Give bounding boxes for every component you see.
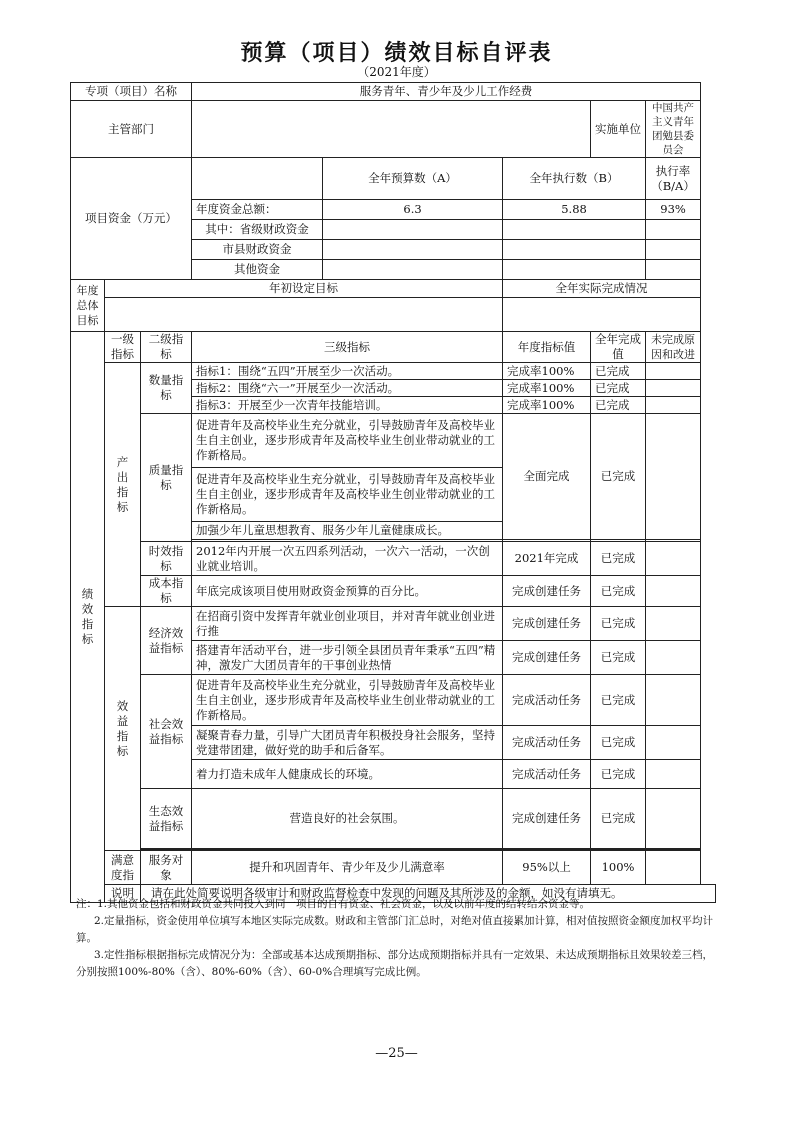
other-label: 其他资金 <box>192 260 323 280</box>
econ1: 在招商引资中发挥青年就业创业项目，并对青年就业创业进行推 <box>192 607 503 641</box>
remark-text: 请在此处简要说明各级审计和财政监督检查中发现的问题及其所涉及的金额，如没有请填无。 <box>141 885 716 903</box>
page-year: （2021年度） <box>357 65 436 79</box>
q1: 指标1：围绕“五四”开展至少一次活动。 <box>192 363 503 380</box>
satis-label: 满意度指 <box>105 851 141 885</box>
evaluation-table <box>70 82 716 903</box>
ql-actual: 已完成 <box>591 414 646 540</box>
empty-cell <box>646 542 701 576</box>
eco-label: 生态效益指标 <box>141 789 192 849</box>
lvl1-label: 一级指标 <box>105 332 141 363</box>
empty-cell <box>646 851 701 885</box>
benefit-label: 效益指标 <box>105 607 141 851</box>
empty-cell <box>646 726 701 760</box>
cost-target: 完成创建任务 <box>503 576 591 607</box>
satis1: 提升和巩固青年、青少年及少儿满意率 <box>192 851 503 885</box>
empty-cell <box>323 260 503 280</box>
time1: 2012年内开展一次五四系列活动，一次六一活动，一次创业就业培训。 <box>192 542 503 576</box>
page-number: —25— <box>375 1046 418 1061</box>
social-label: 社会效益指标 <box>141 675 192 789</box>
quantity-label: 数量指标 <box>141 363 192 414</box>
goal-actual-label: 全年实际完成情况 <box>503 280 701 298</box>
econ-label: 经济效益指标 <box>141 607 192 675</box>
ql1: 促进青年及高校毕业生充分就业，引导鼓励青年及高校毕业生自主创业，逐步形成青年及高校毕业生创业带动就业的工作新格局。 <box>192 414 503 468</box>
ql2: 促进青年及高校毕业生充分就业，引导鼓励青年及高校毕业生自主创业，逐步形成青年及高校毕业生创业带动就业的工作新格局。 <box>192 468 503 522</box>
cost1: 年底完成该项目使用财政资金预算的百分比。 <box>192 576 503 607</box>
total-exec: 5.88 <box>503 200 646 220</box>
cost-actual: 已完成 <box>591 576 646 607</box>
lvl3-label: 三级指标 <box>192 332 503 363</box>
econ1-actual: 已完成 <box>591 607 646 641</box>
actual-label: 全年完成值 <box>591 332 646 363</box>
satis1-actual: 100% <box>591 851 646 885</box>
q3-actual: 已完成 <box>591 397 646 414</box>
goal-label: 年度总体目标 <box>71 280 105 332</box>
eco1-actual: 已完成 <box>591 789 646 849</box>
note-3: 3.定性指标根据指标完成情况分为：全部或基本达成预期指标、部分达成预期指标并具有一定效果、未达成预期指标且效果较差三档，分别按照100%-80%（含）、80%-60%（含）、60-0%合理填写完成比例。 <box>76 949 714 978</box>
econ2-actual: 已完成 <box>591 641 646 675</box>
empty-cell <box>503 220 646 240</box>
target-label: 年度指标值 <box>503 332 591 363</box>
time-label: 时效指标 <box>141 542 192 576</box>
empty-cell <box>646 675 701 726</box>
funds-header-blank <box>192 158 323 200</box>
total-rate: 93% <box>646 200 701 220</box>
soc2-target: 完成活动任务 <box>503 726 591 760</box>
remark-label: 说明 <box>105 885 141 903</box>
soc1-target: 完成活动任务 <box>503 675 591 726</box>
soc3-target: 完成活动任务 <box>503 760 591 789</box>
total-budget: 6.3 <box>323 200 503 220</box>
empty-cell <box>503 260 646 280</box>
project-name: 服务青年、青少年及少儿工作经费 <box>192 83 701 101</box>
eco1: 营造良好的社会氛围。 <box>192 789 503 849</box>
q1-target: 完成率100% <box>503 363 591 380</box>
econ2: 搭建青年活动平台，进一步引领全县团员青年秉承“五四”精神，激发广大团员青年的干事创业热情 <box>192 641 503 675</box>
cost-label: 成本指标 <box>141 576 192 607</box>
note-1: 注：1.其他资金包括和财政资金共同投入到同一项目的自有资金、社会资金，以及以前年度的结转结余资金等。 <box>76 898 591 910</box>
empty-cell <box>646 397 701 414</box>
empty-cell <box>646 240 701 260</box>
empty-cell <box>646 260 701 280</box>
impl-value: 中国共产主义青年团勉县委员会 <box>646 101 701 158</box>
empty-cell <box>503 240 646 260</box>
reason-label: 未完成原因和改进 <box>646 332 701 363</box>
col-budget: 全年预算数（A） <box>323 158 503 200</box>
soc1: 促进青年及高校毕业生充分就业，引导鼓励青年及高校毕业生自主创业，逐步形成青年及高校毕业生创业带动就业的工作新格局。 <box>192 675 503 726</box>
note-2: 2.定量指标，资金使用单位填写本地区实际完成数。财政和主管部门汇总时，对绝对值直接累加计算，相对值按照资金额度加权平均计算。 <box>76 915 714 944</box>
county-label: 市县财政资金 <box>192 240 323 260</box>
perf-label: 绩效指标 <box>71 332 105 903</box>
goal-actual-value <box>503 298 701 332</box>
dept-label: 主管部门 <box>71 101 192 158</box>
q1-actual: 已完成 <box>591 363 646 380</box>
lvl2-label: 二级指标 <box>141 332 192 363</box>
soc3: 着力打造未成年人健康成长的环境。 <box>192 760 503 789</box>
q2-actual: 已完成 <box>591 380 646 397</box>
soc3-actual: 已完成 <box>591 760 646 789</box>
empty-cell <box>323 220 503 240</box>
time-actual: 已完成 <box>591 542 646 576</box>
dept-value <box>192 101 591 158</box>
service-label: 服务对象 <box>141 851 192 885</box>
ql-target: 全面完成 <box>503 414 591 540</box>
empty-cell <box>646 220 701 240</box>
eco1-target: 完成创建任务 <box>503 789 591 849</box>
empty-cell <box>646 363 701 380</box>
impl-label: 实施单位 <box>591 101 646 158</box>
col-exec: 全年执行数（B） <box>503 158 646 200</box>
empty-cell <box>646 760 701 789</box>
project-name-label: 专项（项目）名称 <box>71 83 192 101</box>
empty-cell <box>646 414 701 540</box>
empty-cell <box>646 576 701 607</box>
q2-target: 完成率100% <box>503 380 591 397</box>
soc2-actual: 已完成 <box>591 726 646 760</box>
funds-label: 项目资金（万元） <box>71 158 192 280</box>
page-title: 预算（项目）绩效目标自评表 <box>240 40 553 66</box>
goal-set-value <box>105 298 503 332</box>
soc2: 凝聚青春力量，引导广大团员青年积极投身社会服务，坚持党建带团建，做好党的助手和后备军。 <box>192 726 503 760</box>
quality-label: 质量指标 <box>141 414 192 542</box>
provincial-label: 其中：省级财政资金 <box>192 220 323 240</box>
econ1-target: 完成创建任务 <box>503 607 591 641</box>
empty-cell <box>646 380 701 397</box>
goal-set-label: 年初设定目标 <box>105 280 503 298</box>
soc1-actual: 已完成 <box>591 675 646 726</box>
empty-cell <box>646 789 701 849</box>
empty-cell <box>323 240 503 260</box>
empty-cell <box>646 641 701 675</box>
output-label: 产出指标 <box>105 363 141 607</box>
ql3: 加强少年儿童思想教育、服务少年儿童健康成长。 <box>192 522 503 540</box>
q2: 指标2：围绕“六一”开展至少一次活动。 <box>192 380 503 397</box>
col-rate: 执行率（B/A） <box>646 158 701 200</box>
empty-cell <box>646 607 701 641</box>
footnotes <box>76 896 716 981</box>
satis1-target: 95%以上 <box>503 851 591 885</box>
q3: 指标3：开展至少一次青年技能培训。 <box>192 397 503 414</box>
total-label: 年度资金总额： <box>192 200 323 220</box>
econ2-target: 完成创建任务 <box>503 641 591 675</box>
time-target: 2021年完成 <box>503 542 591 576</box>
q3-target: 完成率100% <box>503 397 591 414</box>
